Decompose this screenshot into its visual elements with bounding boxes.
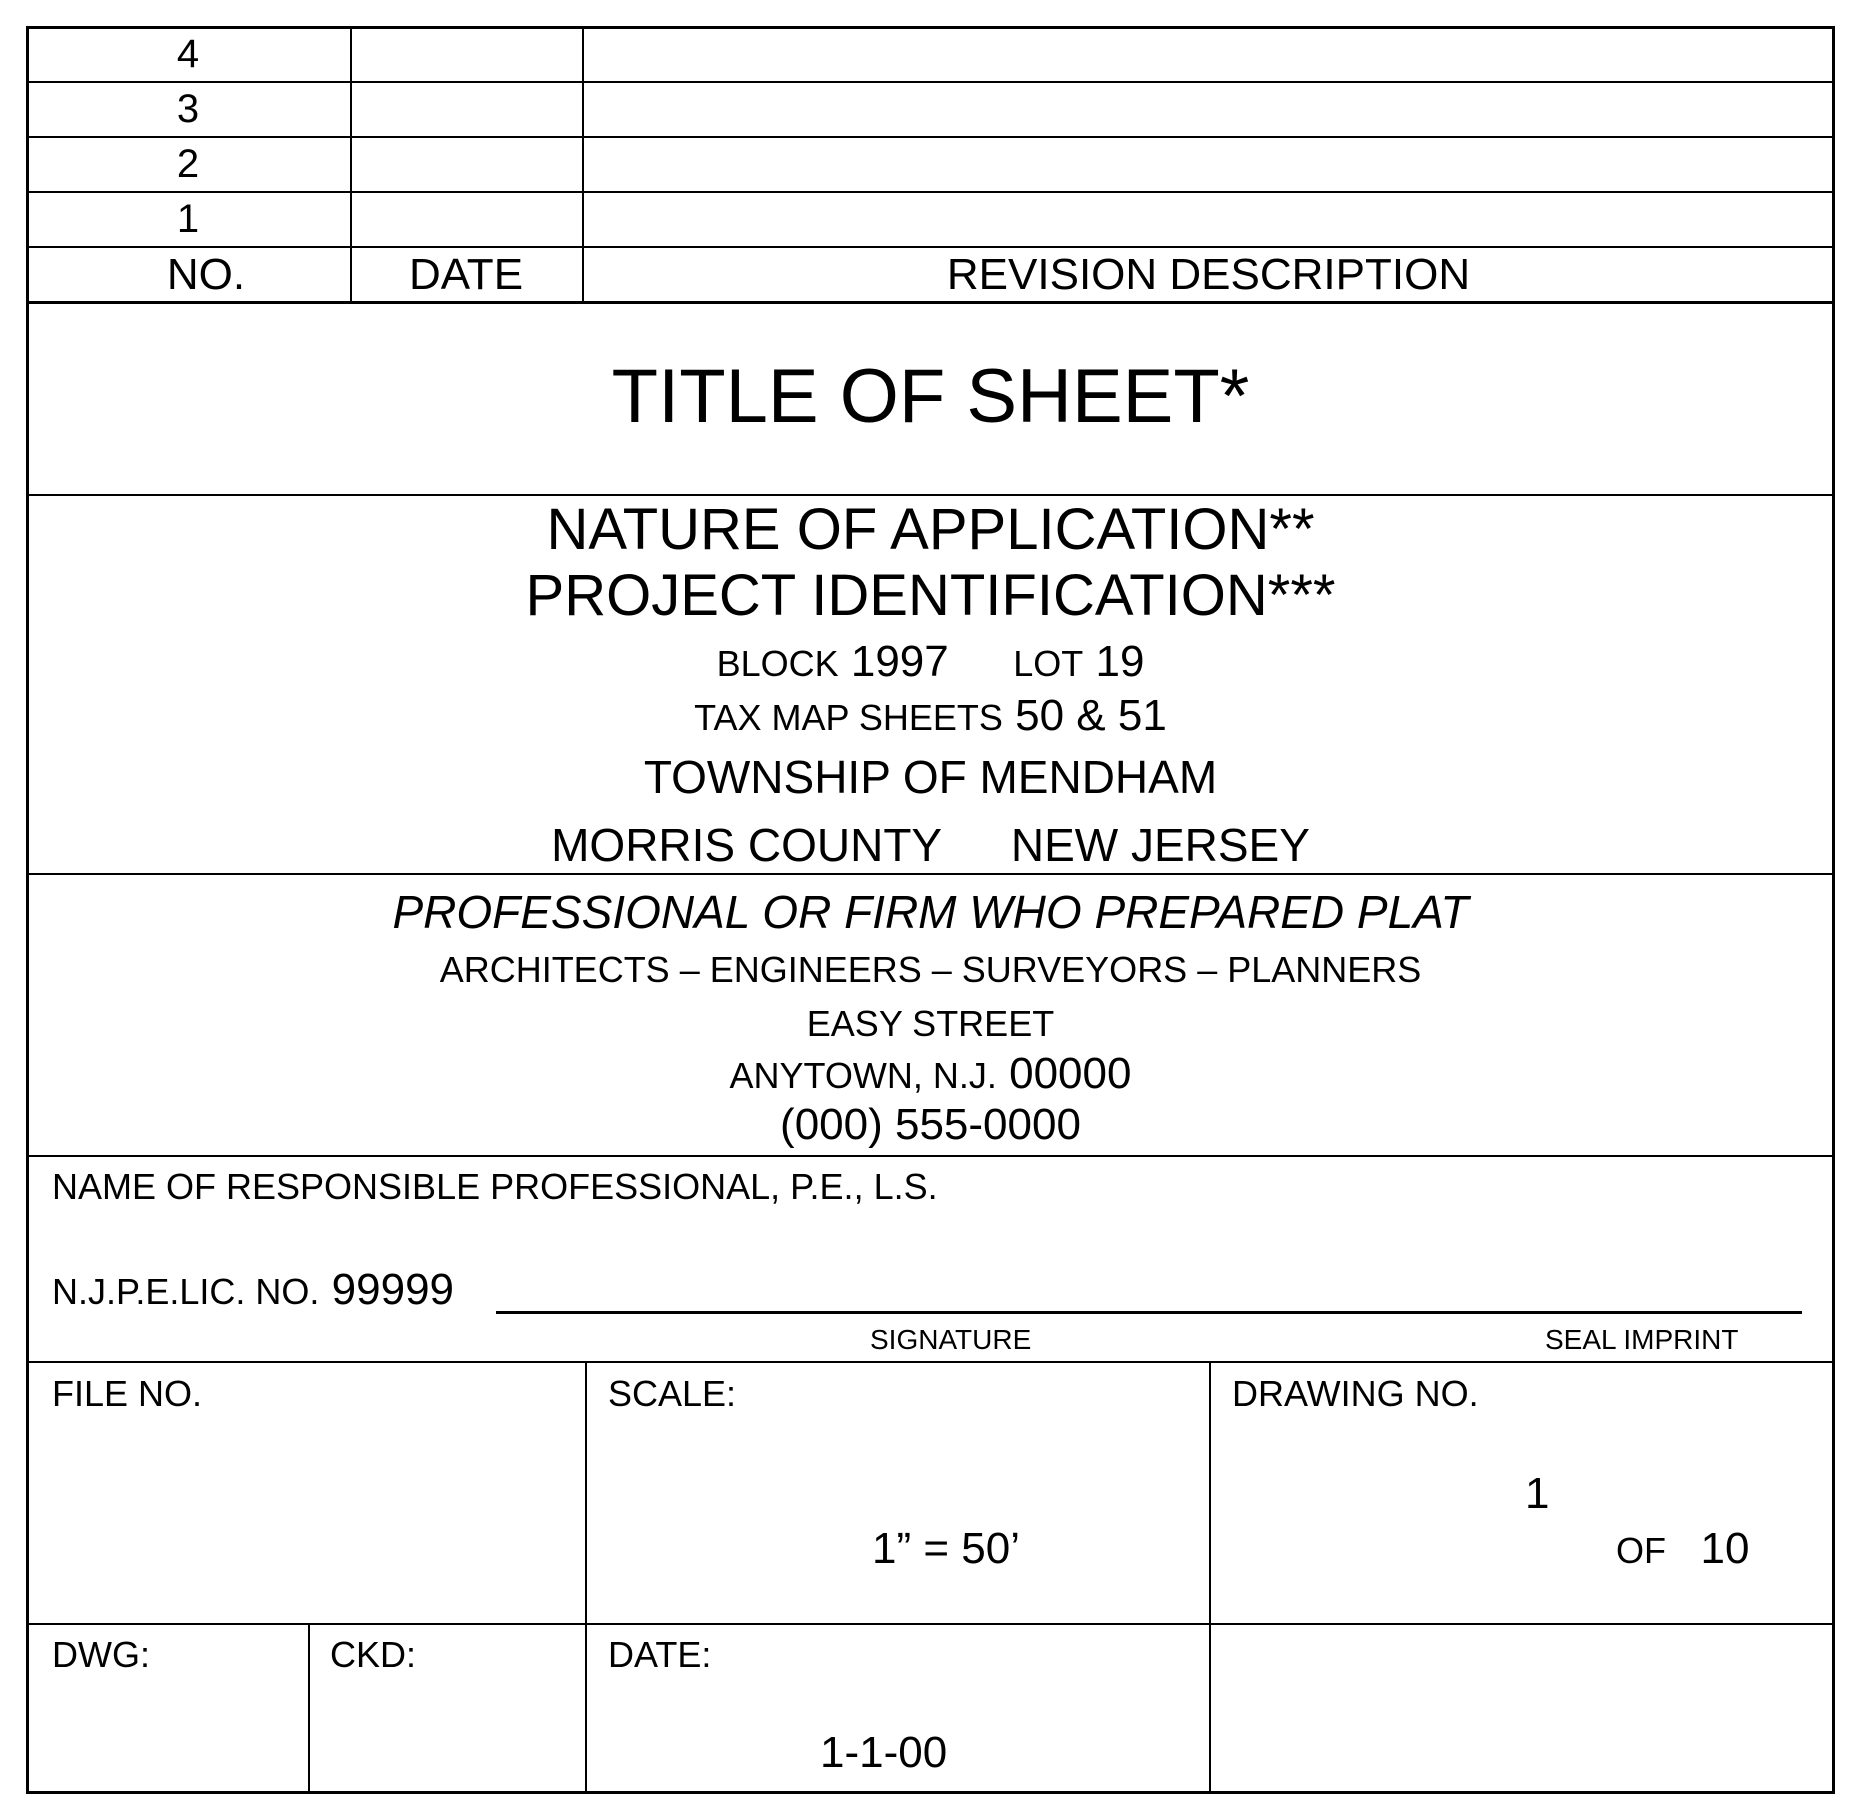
firm-street: EASY STREET	[806, 1003, 1055, 1044]
dwg-label: DWG:	[52, 1634, 150, 1675]
revision-row-divider	[26, 191, 1835, 193]
signature-label: SIGNATURE	[870, 1324, 1032, 1355]
firm-disciplines: ARCHITECTS – ENGINEERS – SURVEYORS – PLANNERS	[439, 949, 1422, 990]
block-lot-line	[26, 636, 1835, 690]
section-divider	[26, 494, 1835, 496]
section-divider	[26, 1361, 1835, 1363]
tax-map-label: TAX MAP SHEETS	[694, 697, 1003, 738]
sheet-title: TITLE OF SHEET*	[611, 354, 1250, 439]
date-label: DATE:	[608, 1634, 712, 1675]
revision-number: 1	[176, 197, 200, 241]
seal-imprint-label: SEAL IMPRINT	[1545, 1324, 1739, 1355]
firm-zip: 00000	[1009, 1049, 1132, 1098]
block-value: 1997	[850, 637, 949, 686]
firm-name: PROFESSIONAL OR FIRM WHO PREPARED PLAT	[392, 886, 1469, 938]
revision-number: 2	[176, 142, 200, 186]
tax-map-value: 50 & 51	[1015, 691, 1167, 740]
revision-number: 3	[176, 87, 200, 131]
grid-column-divider	[585, 1361, 587, 1794]
section-divider	[26, 873, 1835, 875]
grid-column-divider	[1209, 1361, 1211, 1794]
revision-number: 4	[176, 32, 200, 76]
date-value: 1-1-00	[820, 1728, 948, 1777]
grid-row-divider	[26, 1623, 1835, 1625]
lot-label: LOT	[1013, 643, 1084, 684]
block-label: BLOCK	[716, 643, 839, 684]
license-number: 99999	[331, 1265, 455, 1314]
scale-value: 1” = 50’	[872, 1524, 1020, 1573]
ckd-label: CKD:	[330, 1634, 417, 1675]
township: TOWNSHIP OF MENDHAM	[643, 751, 1218, 803]
lot-value: 19	[1095, 637, 1145, 686]
drawing-total-line	[1616, 1524, 1749, 1576]
license-line	[52, 1265, 454, 1317]
revision-header-no: NO.	[166, 250, 246, 299]
revision-header-date: DATE	[408, 250, 524, 299]
of-label: OF	[1616, 1530, 1666, 1571]
drawing-total: 10	[1700, 1524, 1750, 1573]
grid-column-divider	[308, 1623, 310, 1794]
firm-city: ANYTOWN, N.J.	[729, 1055, 997, 1096]
revision-table-bottom	[26, 301, 1835, 304]
tax-map-line	[26, 690, 1835, 744]
firm-city-line	[26, 1049, 1835, 1101]
file-no-label: FILE NO.	[52, 1373, 203, 1414]
drawing-no-label: DRAWING NO.	[1232, 1373, 1479, 1414]
revision-row-divider	[26, 81, 1835, 83]
revision-row-divider	[26, 246, 1835, 248]
revision-row-divider	[26, 136, 1835, 138]
county: MORRIS COUNTY	[551, 819, 942, 871]
responsible-professional-label: NAME OF RESPONSIBLE PROFESSIONAL, P.E., L.S.	[52, 1166, 938, 1207]
scale-label: SCALE:	[608, 1373, 737, 1414]
license-label: N.J.P.E.LIC. NO.	[52, 1271, 320, 1312]
project-identification: PROJECT IDENTIFICATION***	[525, 563, 1336, 628]
revision-header-description: REVISION DESCRIPTION	[946, 250, 1471, 299]
signature-line[interactable]	[496, 1311, 1802, 1314]
firm-phone: (000) 555-0000	[780, 1100, 1081, 1149]
drawing-no-value: 1	[1525, 1469, 1550, 1518]
section-divider	[26, 1155, 1835, 1157]
county-state-line	[26, 818, 1835, 872]
state: NEW JERSEY	[1010, 819, 1310, 871]
nature-of-application: NATURE OF APPLICATION**	[546, 497, 1315, 562]
